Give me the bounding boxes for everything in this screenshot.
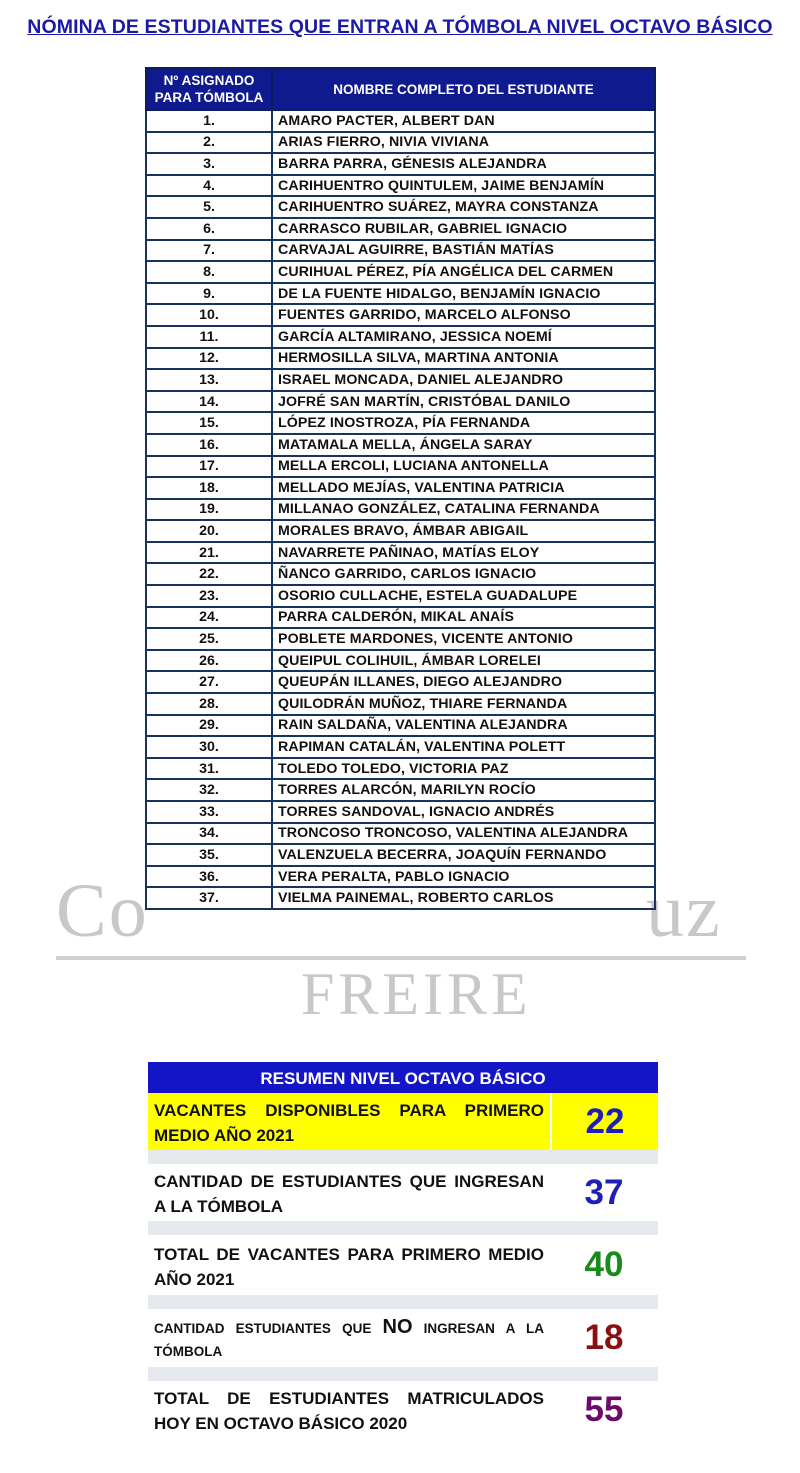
table-row — [146, 456, 655, 478]
student-name: VERA PERALTA, PABLO IGNACIO — [272, 866, 655, 888]
student-name: OSORIO CULLACHE, ESTELA GUADALUPE — [272, 585, 655, 607]
watermark-text-left: Co — [56, 869, 149, 953]
summary-divider — [148, 1221, 658, 1235]
student-number: 9. — [146, 283, 272, 305]
table-row — [146, 736, 655, 758]
student-name: VALENZUELA BECERRA, JOAQUÍN FERNANDO — [272, 844, 655, 866]
student-number: 15. — [146, 412, 272, 434]
student-name: VIELMA PAINEMAL, ROBERTO CARLOS — [272, 887, 655, 909]
table-row — [146, 240, 655, 262]
student-number: 2. — [146, 132, 272, 154]
student-name: CARIHUENTRO QUINTULEM, JAIME BENJAMÍN — [272, 175, 655, 197]
student-number: 33. — [146, 801, 272, 823]
table-row — [146, 866, 655, 888]
student-number: 14. — [146, 391, 272, 413]
summary-value: 22 — [550, 1093, 658, 1150]
student-number: 36. — [146, 866, 272, 888]
student-number: 1. — [146, 110, 272, 132]
student-number: 6. — [146, 218, 272, 240]
summary-panel — [148, 1062, 658, 1439]
student-name: JOFRÉ SAN MARTÍN, CRISTÓBAL DANILO — [272, 391, 655, 413]
student-name: BARRA PARRA, GÉNESIS ALEJANDRA — [272, 153, 655, 175]
table-row — [146, 326, 655, 348]
student-name: POBLETE MARDONES, VICENTE ANTONIO — [272, 628, 655, 650]
table-row — [146, 628, 655, 650]
student-number: 10. — [146, 304, 272, 326]
student-name: MILLANAO GONZÁLEZ, CATALINA FERNANDA — [272, 499, 655, 521]
summary-label: TOTAL DE VACANTES PARA PRIMERO MEDIO AÑO 2021 — [154, 1245, 544, 1289]
student-number: 19. — [146, 499, 272, 521]
student-name: LÓPEZ INOSTROZA, PÍA FERNANDA — [272, 412, 655, 434]
table-row — [146, 283, 655, 305]
page-title: NÓMINA DE ESTUDIANTES QUE ENTRAN A TÓMBOLA NIVEL OCTAVO BÁSICO — [27, 16, 773, 38]
student-name: MELLADO MEJÍAS, VALENTINA PATRICIA — [272, 477, 655, 499]
summary-row-tombola — [148, 1164, 658, 1221]
summary-label: CANTIDAD DE ESTUDIANTES QUE INGRESAN A LA TÓMBOLA — [154, 1172, 544, 1216]
student-name: TORRES SANDOVAL, IGNACIO ANDRÉS — [272, 801, 655, 823]
table-row — [146, 261, 655, 283]
student-number: 3. — [146, 153, 272, 175]
summary-label-no: NO — [382, 1316, 413, 1338]
column-header-name: NOMBRE COMPLETO DEL ESTUDIANTE — [272, 68, 655, 110]
student-number: 37. — [146, 887, 272, 909]
summary-value: 18 — [584, 1318, 624, 1357]
student-name: MATAMALA MELLA, ÁNGELA SARAY — [272, 434, 655, 456]
student-name: HERMOSILLA SILVA, MARTINA ANTONIA — [272, 348, 655, 370]
table-row — [146, 369, 655, 391]
student-name: MELLA ERCOLI, LUCIANA ANTONELLA — [272, 456, 655, 478]
column-header-number: Nº ASIGNADO PARA TÓMBOLA — [146, 68, 272, 110]
summary-row-total-vacantes — [148, 1235, 658, 1295]
table-row — [146, 779, 655, 801]
student-number: 20. — [146, 520, 272, 542]
student-number: 13. — [146, 369, 272, 391]
summary-value: 37 — [584, 1172, 624, 1212]
table-row — [146, 412, 655, 434]
student-number: 28. — [146, 693, 272, 715]
student-name: DE LA FUENTE HIDALGO, BENJAMÍN IGNACIO — [272, 283, 655, 305]
student-name: ISRAEL MONCADA, DANIEL ALEJANDRO — [272, 369, 655, 391]
table-row — [146, 153, 655, 175]
table-row — [146, 671, 655, 693]
student-number: 30. — [146, 736, 272, 758]
table-row — [146, 563, 655, 585]
summary-value: 40 — [584, 1245, 624, 1284]
watermark-rule — [56, 956, 746, 960]
table-header-row — [146, 68, 655, 110]
student-number: 7. — [146, 240, 272, 262]
student-name: PARRA CALDERÓN, MIKAL ANAÍS — [272, 607, 655, 629]
student-name: QUEIPUL COLIHUIL, ÁMBAR LORELEI — [272, 650, 655, 672]
student-table — [145, 67, 656, 910]
student-number: 18. — [146, 477, 272, 499]
table-row — [146, 801, 655, 823]
summary-row-no-ingresan — [148, 1309, 658, 1367]
student-name: GARCÍA ALTAMIRANO, JESSICA NOEMÍ — [272, 326, 655, 348]
summary-row-matriculados — [148, 1381, 658, 1439]
student-number: 12. — [146, 348, 272, 370]
table-row — [146, 499, 655, 521]
student-number: 27. — [146, 671, 272, 693]
table-row — [146, 175, 655, 197]
student-number: 16. — [146, 434, 272, 456]
student-name: ARIAS FIERRO, NIVIA VIVIANA — [272, 132, 655, 154]
summary-divider — [148, 1367, 658, 1381]
table-row — [146, 434, 655, 456]
table-row — [146, 391, 655, 413]
table-row — [146, 304, 655, 326]
table-row — [146, 650, 655, 672]
table-row — [146, 218, 655, 240]
student-number: 4. — [146, 175, 272, 197]
table-row — [146, 520, 655, 542]
table-body — [146, 110, 655, 909]
student-name: FUENTES GARRIDO, MARCELO ALFONSO — [272, 304, 655, 326]
student-name: RAPIMAN CATALÁN, VALENTINA POLETT — [272, 736, 655, 758]
student-name: TRONCOSO TRONCOSO, VALENTINA ALEJANDRA — [272, 823, 655, 845]
student-number: 8. — [146, 261, 272, 283]
student-name: NAVARRETE PAÑINAO, MATÍAS ELOY — [272, 542, 655, 564]
summary-value: 55 — [584, 1390, 624, 1429]
student-name: TOLEDO TOLEDO, VICTORIA PAZ — [272, 758, 655, 780]
summary-row-vacantes — [148, 1093, 658, 1150]
student-name: CURIHUAL PÉREZ, PÍA ANGÉLICA DEL CARMEN — [272, 261, 655, 283]
summary-label: VACANTES DISPONIBLES PARA PRIMERO MEDIO AÑO 2021 — [154, 1101, 544, 1145]
student-number: 5. — [146, 196, 272, 218]
student-name: ÑANCO GARRIDO, CARLOS IGNACIO — [272, 563, 655, 585]
summary-divider — [148, 1295, 658, 1309]
summary-label-part: CANTIDAD ESTUDIANTES QUE — [154, 1321, 372, 1336]
student-name: AMARO PACTER, ALBERT DAN — [272, 110, 655, 132]
student-name: RAIN SALDAÑA, VALENTINA ALEJANDRA — [272, 715, 655, 737]
student-number: 35. — [146, 844, 272, 866]
table-row — [146, 715, 655, 737]
student-number: 24. — [146, 607, 272, 629]
summary-label-part: INGRESAN A LA TÓMBOLA — [154, 1321, 544, 1359]
watermark-text-bottom: FREIRE — [301, 961, 532, 1027]
summary-label — [148, 1309, 550, 1367]
summary-header: RESUMEN NIVEL OCTAVO BÁSICO — [148, 1062, 658, 1093]
table-row — [146, 887, 655, 909]
student-name: CARIHUENTRO SUÁREZ, MAYRA CONSTANZA — [272, 196, 655, 218]
table-row — [146, 542, 655, 564]
student-number: 34. — [146, 823, 272, 845]
student-name: TORRES ALARCÓN, MARILYN ROCÍO — [272, 779, 655, 801]
student-number: 22. — [146, 563, 272, 585]
summary-divider — [148, 1150, 658, 1164]
student-number: 21. — [146, 542, 272, 564]
table-row — [146, 693, 655, 715]
student-name: CARVAJAL AGUIRRE, BASTIÁN MATÍAS — [272, 240, 655, 262]
table-row — [146, 585, 655, 607]
student-name: QUILODRÁN MUÑOZ, THIARE FERNANDA — [272, 693, 655, 715]
student-number: 17. — [146, 456, 272, 478]
summary-label: TOTAL DE ESTUDIANTES MATRICULADOS HOY EN OCTAVO BÁSICO 2020 — [154, 1389, 544, 1433]
table-row — [146, 758, 655, 780]
table-row — [146, 348, 655, 370]
student-name: QUEUPÁN ILLANES, DIEGO ALEJANDRO — [272, 671, 655, 693]
table-row — [146, 607, 655, 629]
table-row — [146, 477, 655, 499]
student-number: 23. — [146, 585, 272, 607]
table-row — [146, 110, 655, 132]
student-number: 11. — [146, 326, 272, 348]
table-row — [146, 132, 655, 154]
student-number: 25. — [146, 628, 272, 650]
student-name: CARRASCO RUBILAR, GABRIEL IGNACIO — [272, 218, 655, 240]
table-row — [146, 823, 655, 845]
table-row — [146, 844, 655, 866]
student-name: MORALES BRAVO, ÁMBAR ABIGAIL — [272, 520, 655, 542]
watermark-text-right: uz — [646, 869, 722, 953]
student-number: 26. — [146, 650, 272, 672]
student-number: 31. — [146, 758, 272, 780]
student-number: 29. — [146, 715, 272, 737]
student-number: 32. — [146, 779, 272, 801]
table-row — [146, 196, 655, 218]
